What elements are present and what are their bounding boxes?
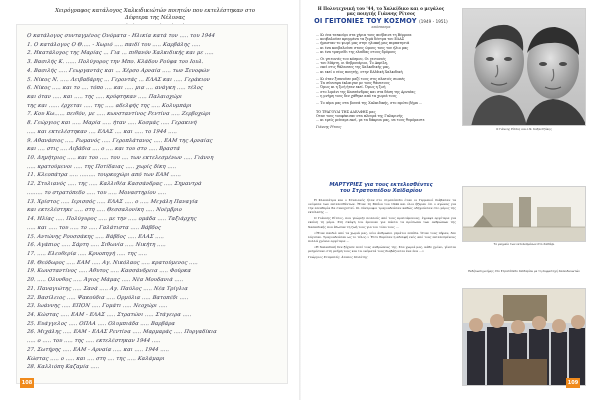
manuscript-line: 23. Ιωάννης ..... ΕΠΟΝ ..... Γομάτι ..... Νεοχώρι .....	[26, 303, 168, 310]
portrait-photo	[462, 8, 586, 126]
manuscript-line: ..... κρατούμενοι ..... της Ποτίδαιας ..... χωρίς δίκη .....	[26, 163, 177, 170]
manuscript-line: 20. ..... Ολυνθος ..... Άγιος Μάμας ..... Νέα Μουδανιά .....	[26, 277, 184, 284]
poem-stanza-2	[316, 57, 456, 74]
manuscript-line: 6. Νίκος ..... και το .... τόπο .... και ..... μια .... ανάγκη ..... τέλος	[26, 85, 204, 92]
manuscript-line: 21. Παναγιώτης ..... Σανά ..... Αγ. Παύλος ..... Νέα Τρίγλια	[26, 285, 189, 292]
page-number-right: 109	[567, 380, 579, 386]
testimony-text	[308, 198, 456, 261]
poem-line: ... Οι γειτονιές του κόσμου, Οι γειτονιές	[316, 57, 386, 61]
manuscript-line: 16. Αγάπιος ..... Σάρτη ..... Σιθωνία ..... Νικήτη .....	[26, 242, 167, 249]
memorial-photo	[462, 186, 586, 242]
poem-line: ... του Μάρτη, οι Φεβρουάριοι, Το Απρίλη,	[316, 61, 389, 66]
manuscript-line: Κώστας ..... ο ..... και .... στη .... της ..... Καλάμαρι	[26, 355, 166, 362]
manuscript-line: 26. Μιχάλης ..... ΕΑΜ - ΕΛΑΣ Ρεντίνα ..... Μαρμαράς ..... Πυργαδίκια	[26, 329, 218, 336]
poem-title	[306, 17, 456, 25]
poem-line: ... η μνήμη τους δεν χάθηκε από τα χωριά τους	[316, 93, 397, 98]
poem-line: ... κουβαλούσε κρυμμένα τα ξερά δέντρα του ΕΛΑΣ	[316, 37, 405, 42]
manuscript-line: 25. Ευάγγελος ..... ΟΠΛΑ ..... Ολυμπιάδα ..... Βαρβάρα	[26, 320, 176, 327]
poem-title-years: (1949 - 1951)	[419, 19, 448, 24]
page-number-left: 108	[21, 380, 33, 386]
manuscript-line: 28. Καλλιόπη Καζαμία .....	[26, 364, 100, 371]
manuscript-line: 7. Κου Κω...... πειθόν, με ..... κωνσταντίνος Ρεντίνα ..... Ζερβοχώρι	[26, 111, 212, 118]
manuscript-line: ......... το στρατόπεδο ..... του ..... Μοναστηρίου .....	[26, 189, 167, 196]
manuscript-line: 2. Ηκατάλογος της Μαρίας ... Για ... πιθανόν Χαλκιδικής και με .....	[26, 50, 215, 57]
poem-stanza-1	[316, 33, 456, 54]
caption-text: Χειρόγραφος κατάλογος Χαλκιδικιώτών ποιητών που εκτελέστηκαν στο Δέφτερα της Νέλυνας	[55, 8, 255, 21]
poem-subtitle: απόσπασμα	[371, 25, 391, 29]
poem-line: Οταν τους τουφέκισαν στα πλευρά της Γαλαρινής	[316, 114, 403, 119]
poem-stanza-5	[316, 110, 456, 123]
manuscript-line: 15. Αντώνης Ρουσσάκης ..... Βάβδος ..... ΕΛΑΣ .....	[26, 233, 165, 240]
group-photo	[462, 288, 586, 386]
poem-line: ... Το αίμα μας στα βουνά της Χαλκιδικής, στο πρώτο βήμα ...	[316, 101, 423, 105]
poem-line: ... Τα σύννεφα έκλαιγαν με τους θάνατους	[316, 81, 390, 86]
manuscript-line: 1. Ο κατάλογος Ο Θ..... - Χωριό ..... παιδί του ..... Καρβάλης .....	[26, 41, 201, 48]
memorial-caption: Το μνημείο των εκτελεσμένων στο Χαϊδάρι	[493, 242, 555, 246]
poem-line: ... ήμασταν το ψωμί μας στην ηλιακή μας περπατησιά	[316, 41, 410, 46]
poem-line: ... κι ένα τραγούδι της ελπίδας στους δρόμους	[316, 49, 396, 54]
group-illustration	[463, 289, 586, 386]
poem-line: ... στο λιμάνι της Κασσάνδρας και στα δάση της Αρναίας	[316, 89, 416, 94]
testimony-paragraph: «Η Χαλκιδική δεν ξέχασε ποτέ τους ανθρώπους της. Στα χωριά μας, κάθε χρόνο, γίνεται μνημόσυνο στη μνήμη τους και τα ονόματά τους διαβάζονται ένα ένα ...»	[308, 244, 456, 254]
manuscript-line: και .... στις .... Λιβάδια .... ο .... και του στο ..... Βραστά	[26, 146, 181, 153]
manuscript-line: 27. Σωτήρης ..... ΕΑΜ - Αρναία ..... και ..... 1944 .....	[26, 346, 170, 353]
manuscript-line: 24. Κώστας ..... ΕΑΜ - ΕΛΑΣ ..... Στρατώνι ..... Στάγειρα .....	[26, 311, 192, 318]
poem-signature: Γιάννης Ρίτσος	[316, 125, 342, 129]
header-line-1: Η Πολυτεχνική του '44, το Χαλκίδικο και ο μεγάλος	[317, 6, 445, 11]
manuscript-line: 10. Δημήτριος ..... και του ..... του .... των εκτελεσμένων ..... Γιάννη	[26, 155, 214, 162]
manuscript-line: 3. Βασιλής Κ. ...... Πολύγυρος την Μπο. Κλάδου Ρούφα του Ιουλ.	[26, 59, 205, 66]
martyries-title-line-1: ΜΑΡΤΥΡΙΕΣ για τους εκτελεσθέντες	[329, 182, 433, 188]
manuscript-line: και εκτελέστηκε ..... στη ..... Θεσσαλονίκη ..... Νοέμβριο	[26, 207, 183, 214]
manuscript-line: 11. Κλεοπάτρα ..... ......... τουρκοχώρι από των ΕΑΜ ......	[26, 172, 182, 179]
poem-line: ... κι εκεί ο νέος ποιητής, στην ΕΑΜική Χαλκιδική	[316, 69, 403, 74]
manuscript-line: 18. Θεόδωρος ..... ΕΑΜ ..... Αγ. Νικόλαος ..... κρατούμενος .....	[26, 259, 199, 266]
poem-stanza-4	[316, 101, 456, 105]
portrait-illustration	[463, 9, 586, 126]
martyries-title	[306, 182, 456, 194]
manuscript-line: 4. Βασιλής ..... Γεωργαντάς και ... Χέρσο Αρναία ..... των Ξενοφών	[26, 67, 210, 74]
poem-title-text: ΟΙ ΓΕΙΤΟΝΙΕΣ ΤΟΥ ΚΟΣΜΟΥ	[314, 17, 417, 25]
manuscript-line: 12. Στυλιανός ..... της ..... Καλλιθέα Κασσάνδρας ..... Σημαντρά	[26, 181, 202, 188]
memorial-illustration	[463, 187, 586, 242]
testimony-paragraph: Ο Γιάννης Ρίτσος, που γνώριζε πολλούς από τους κρατούμενους, έγραψε αργότερα για εκείνη τη μέρα. Στη σκέψη του έμειναν για πάντα τα πρόσωπα των ανθρώπων της Χαλκιδικής που έδωσαν τη ζωή τους για τον τόπο τους ...	[308, 216, 456, 229]
manuscript-line: 17. ..... Ελευθερία ..... Κρυοπηγή ..... της .....	[26, 250, 148, 257]
manuscript-line: ..... και ..... του ..... το ..... Γαλάτιστα ..... Βάβδος	[26, 224, 162, 231]
right-page-header	[306, 6, 456, 16]
manuscript-line: 13. Χρίστος ..... Ιερισσός ..... ΕΛΑΣ ..... ο ..... Μεγάλη Παναγία	[26, 198, 199, 205]
poem-stanza-3	[316, 77, 456, 98]
poem-line: ... κι ένα κουβαλούσε στους ώμους τους τον ήλιο μας	[316, 45, 409, 50]
book-gutter	[299, 0, 301, 400]
manuscript-line: 9. Αθανάσιος ..... Ρωμανός ..... Γεροπλάτανος ..... ΕΑΜ της Αρναίας	[26, 137, 213, 144]
poem-line: ... Κι όταν ξυπνούσε μαζί τους στις πλατιές σιωπές	[316, 77, 406, 81]
poem-line: ... κι εμείς μείναμε εκεί, με τα δάκρυα μας, να τους θυμόμαστε	[316, 118, 425, 123]
testimony-paragraph: Η Κλεοπάτρα και ο Στυλιανός ήταν στο στρατόπεδο όταν οι Γερμανοί διάβασαν τα ονόματα των εκτελεσθέντων. Ήταν 1η Μαΐου του 1944 και όλοι ήξεραν ότι ο αγώνας για την ελευθερία θα συνεχιστεί. Οι σύντροφοι τραγουδούσαν καθώς οδηγούνταν στο μέρος της εκτέλεσης ...	[308, 198, 456, 215]
poem-line: ΤΟ ΤΡΑΓΟΥΔΙ ΤΗΣ ΑΔΕΛΦΗΣ μας	[316, 110, 376, 114]
manuscript-line: ..... και εκτελέστηκαν .... ΕΛΑΣ .... και ..... το 1944 .....	[26, 128, 178, 135]
event-caption: Εκδήλωση μνήμης στο Στρατόπεδο Χαϊδαρίου με τη συμμετοχή Χαλκιδικιωτών	[468, 269, 580, 273]
handwritten-manuscript	[16, 24, 288, 384]
manuscript-line: ..... ο ..... του ..... της ..... εκτελέστηκαν 1944 .....	[26, 338, 162, 345]
manuscript-line: 19. Κωνσταντίνος ..... Άθυτος ..... Κασσάνδρεια ..... Φούρκα	[26, 268, 192, 275]
manuscript-line: 5. Νίκος Ν. ..... Λειβαδάρης ... Γεροντάς ... ΕΛΑΣ και ..... Γεράκιον	[26, 76, 211, 83]
poem-line: ... Κι ένα τσεκούρι στα χέρια τους ανέβαινε τη Βέρροια	[316, 33, 412, 37]
header-line-2: μας ποιητής Γιάννης Ρίτσος	[346, 11, 416, 17]
martyries-title-line-2: του Στρατοπέδου Χαϊδαρίου	[339, 188, 423, 195]
manuscript-line: 14. Ηλίας ..... Πολύγυρος ..... με την ..... ομάδα ..... Ταξιάρχης	[26, 216, 197, 223]
testimony-signature: Γεώργιος Σταματάς, Άτυπος Πολύτης	[308, 255, 368, 260]
manuscript-line: Ο κατάλογος συνταγμένος Ονόματα - Ηλικία κατά τον ..... του 1944	[26, 33, 216, 39]
poem-line: ... εκεί στις θάλασσες της Χαλκιδικής μας,	[316, 65, 391, 70]
manuscript-line: και όταν ..... και ..... της ..... κρύφτηκαν ..... Παλαιοχώρι	[26, 94, 183, 101]
poem-line: ... Όμως κι η ζωή ήταν εκεί. Όμως η ζωή	[316, 85, 386, 90]
manuscript-line: της και ...... έρχεται ..... της ..... αδελφής της ..... Κολυμπάρι	[26, 102, 193, 109]
testimony-paragraph: «Ήταν παιδιά από τα χωριά μας, νέοι άνθρωποι γεμάτοι ελπίδα. Όταν τους πήραν, δεν λύγισαν. Τραγουδούσαν ως το τέλος.» Έτσι θυμόταν η αδελφή ενός από τους εκτελεσμένους πολλά χρόνια αργότερα ...	[308, 230, 456, 243]
manuscript-line: 8. Γεώργιος και ..... Μαρία ..... ήταν ..... Κοσμάς ..... Γερακινή	[26, 120, 198, 127]
manuscript-line: 22. Βασίλειος ..... Ψακούδια ..... Ορμύλια ..... Βατοπέδι .....	[26, 294, 189, 301]
portrait-caption: Ο Γιάννης Ρίτσος και ο Ν. Καζαντζάκης	[496, 127, 552, 131]
